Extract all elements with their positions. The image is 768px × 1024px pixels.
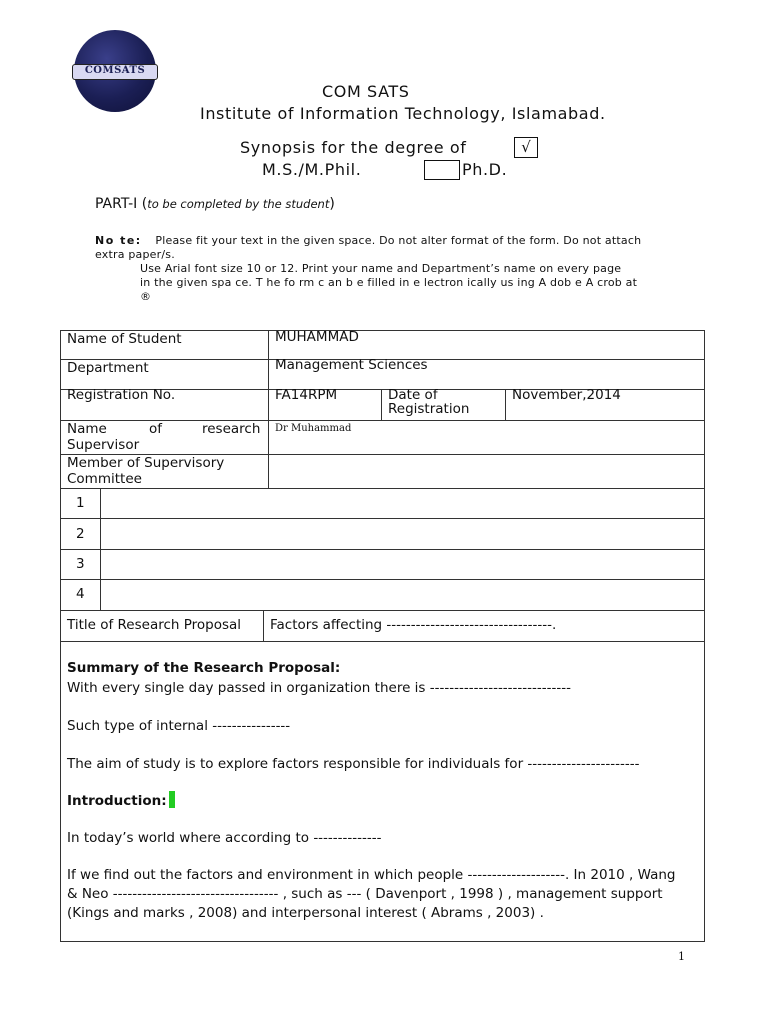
dept-label-cell (60, 359, 269, 390)
dept-value-cell[interactable] (268, 359, 705, 390)
date-label-1: Date of (388, 387, 438, 403)
degree-phd-label: Ph.D. (462, 160, 508, 179)
title-value-cell[interactable] (263, 610, 705, 642)
supervisor-value: Dr Muhammad (275, 423, 352, 434)
reg-value: FA14RPM (275, 387, 338, 403)
supervisor-label-line-2: Supervisor (67, 437, 140, 453)
summary-paragraph-3: The aim of study is to explore factors responsible for individuals for ----------------------- (67, 756, 640, 772)
intro-paragraph-2-line-2: & Neo ---------------------------------- , such as --- ( Davenport , 1998 ) , management support (67, 886, 663, 902)
member-4-input[interactable] (100, 579, 705, 611)
synopsis-title: Synopsis for the degree of (240, 138, 467, 157)
summary-heading: Summary of the Research Proposal: (67, 660, 341, 676)
logo-text: COMSATS (84, 65, 146, 76)
member-number-cell (60, 518, 101, 550)
summary-paragraph-1: With every single day passed in organization there is ----------------------------- (67, 680, 572, 696)
checkmark-icon: √ (521, 138, 531, 156)
member-number-cell (60, 579, 101, 611)
name-value: MUHAMMAD (275, 329, 359, 345)
summary-paragraph-2: Such type of internal ---------------- (67, 718, 291, 734)
part-paren-open: ( (141, 196, 148, 212)
supervisor-label-word-2: of (149, 421, 163, 437)
dept-label: Department (67, 360, 149, 376)
member-number: 4 (76, 586, 85, 602)
msphil-checkbox[interactable] (514, 137, 538, 158)
part-note: to be completed by the student (147, 197, 330, 211)
part-heading (95, 196, 335, 212)
note-line-4: in the given spa ce. T he fo rm c an b e filled in e lectron ically us ing A dob e A crob at (140, 276, 638, 289)
page-number: 1 (678, 950, 685, 963)
supervisor-label-cell (60, 420, 269, 455)
date-label-2: Registration (388, 401, 470, 417)
note-line-3: Use Arial font size 10 or 12. Print your name and Department’s name on every page (140, 262, 622, 275)
supervisor-value-cell[interactable] (268, 420, 705, 455)
committee-label-2: Committee (67, 471, 142, 487)
note-line-2: extra paper/s. (95, 248, 175, 261)
intro-paragraph-1: In today’s world where according to -------------- (67, 830, 382, 846)
intro-paragraph-2-line-3: (Kings and marks , 2008) and interpersonal interest ( Abrams , 2003) . (67, 905, 544, 921)
introduction-heading-text: Introduction: (67, 793, 167, 809)
note-label: No te: (95, 234, 142, 247)
member-number-cell (60, 549, 101, 580)
name-value-cell[interactable] (268, 330, 705, 360)
supervisor-label-word-1: Name (67, 421, 107, 437)
reg-label-cell (60, 389, 269, 421)
note-line-5: ® (140, 290, 152, 300)
committee-value-cell[interactable] (268, 454, 705, 489)
text-cursor (169, 791, 175, 808)
committee-label-cell (60, 454, 269, 489)
phd-checkbox[interactable] (424, 160, 460, 180)
institute-full-name: Institute of Information Technology, Islamabad. (200, 104, 606, 123)
note-line-1 (95, 234, 695, 248)
member-number: 1 (76, 495, 85, 511)
note-text-1: Please fit your text in the given space. Do not alter format of the form. Do not attach (155, 234, 642, 247)
reg-label: Registration No. (67, 387, 176, 403)
name-label-cell (60, 330, 269, 360)
part-paren-close: ) (329, 196, 335, 212)
committee-label-1: Member of Supervisory (67, 455, 225, 471)
name-label: Name of Student (67, 331, 182, 347)
degree-msphil-label: M.S./M.Phil. (262, 160, 362, 179)
introduction-heading (67, 791, 175, 809)
title-label-cell (60, 610, 264, 642)
title-value: Factors affecting ----------------------------------. (270, 617, 557, 633)
part-label: PART-I (95, 196, 138, 212)
member-3-input[interactable] (100, 549, 705, 580)
member-number-cell (60, 488, 101, 519)
member-number: 3 (76, 556, 85, 572)
date-value-cell[interactable] (505, 389, 705, 421)
reg-value-cell[interactable] (268, 389, 382, 421)
dept-value: Management Sciences (275, 357, 428, 373)
supervisor-label-word-3: research (202, 421, 261, 437)
member-1-input[interactable] (100, 488, 705, 519)
institute-short-name: COM SATS (322, 82, 410, 101)
member-2-input[interactable] (100, 518, 705, 550)
intro-paragraph-2-line-1: If we find out the factors and environment in which people --------------------. In 2010 , Wang (67, 867, 676, 883)
date-label-cell (381, 389, 506, 421)
comsats-logo (74, 30, 156, 112)
date-value: November,2014 (512, 387, 621, 403)
member-number: 2 (76, 526, 85, 542)
title-label: Title of Research Proposal (67, 617, 242, 633)
